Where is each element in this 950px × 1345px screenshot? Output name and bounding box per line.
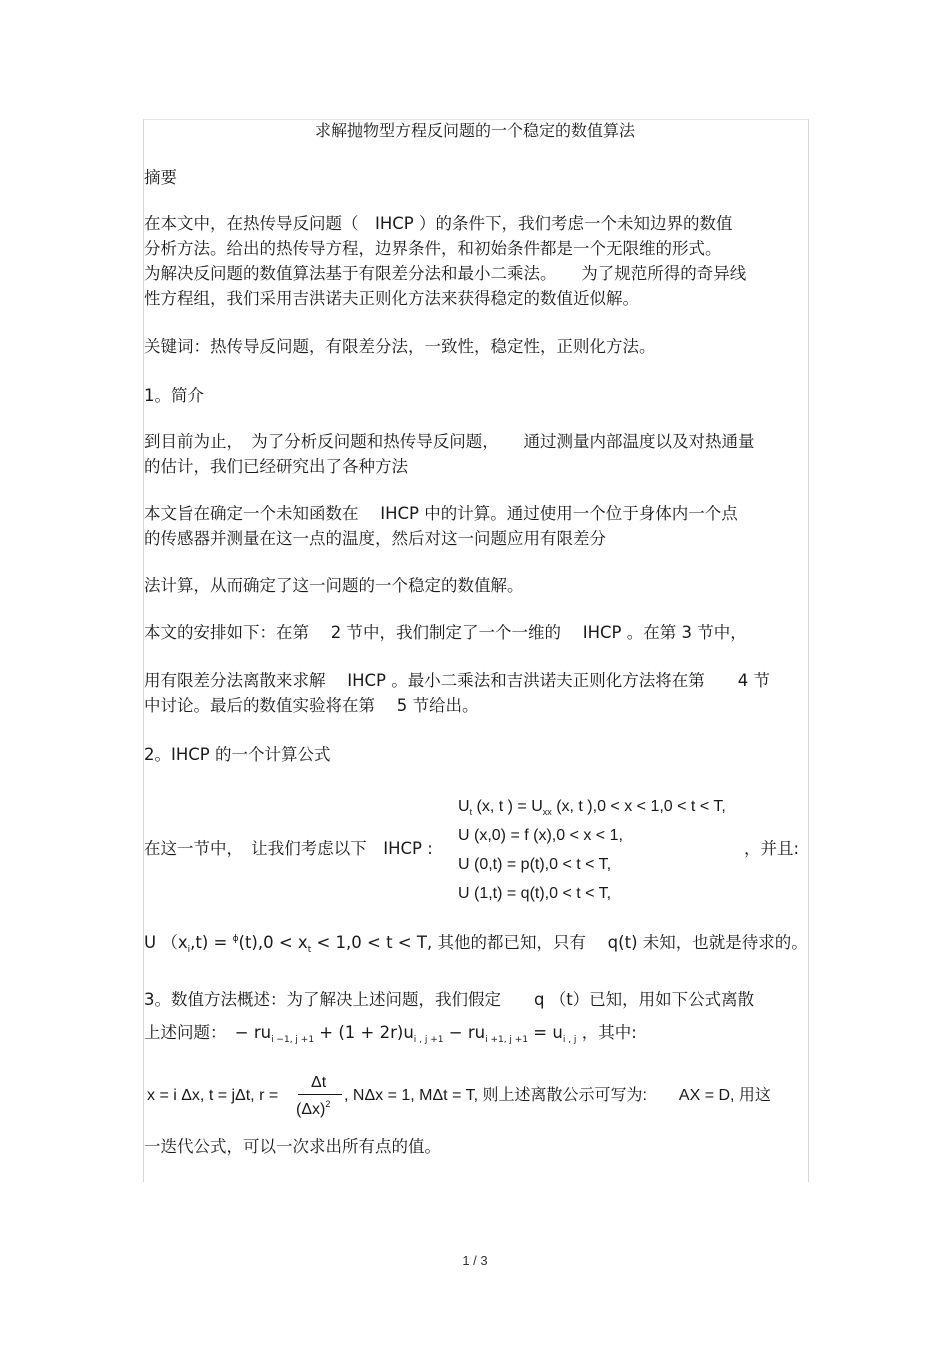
section-3-heading: 3。数值方法概述：为了解决上述问题，我们假定 q （t）已知，用如下公式离散 [144, 990, 755, 1009]
paragraph-line: 的估计，我们已经研究出了各种方法 [144, 457, 408, 476]
definitions-right: , NΔx = 1, MΔt = T, 则上述离散公示可写为: AX = D, 用这 [344, 1087, 771, 1104]
section-2-heading: 2。IHCP 的一个计算公式 [144, 745, 331, 764]
definitions-left: x = i Δx, t = jΔt, r = [147, 1087, 279, 1104]
equation-boundary-left: U (0,t) = p(t),0 < t < T, [458, 856, 612, 873]
page-number: 1 / 3 [462, 1253, 488, 1268]
paragraph-line: 一迭代公式，可以一次求出所有点的值。 [144, 1137, 441, 1156]
paragraph-line: 本文旨在确定一个未知函数在 IHCP 中的计算。通过使用一个位于身体内一个点 [144, 504, 738, 523]
paragraph-line: 本文的安排如下：在第 2 节中，我们制定了一个一维的 IHCP 。在第 3 节中， [144, 623, 747, 642]
equation-boundary-right: U (1,t) = q(t),0 < t < T, [458, 885, 612, 902]
paragraph-line: 用有限差分法离散来求解 IHCP 。最小二乘法和吉洪诺夫正则化方法将在第 4 节 [144, 671, 770, 690]
fraction-denominator: $(\Delta x)^2$ [296, 1099, 331, 1118]
keywords: 关键词：热传导反问题，有限差分法，一致性，稳定性，正则化方法。 [144, 337, 656, 356]
abstract-line: 为解决反问题的数值算法基于有限差分法和最小二乘法。 为了规范所得的奇异线 [144, 264, 747, 283]
scheme-line: 上述问题： − $ru_{i -1, j +1} + (1 + 2r)u_{i , j +1} - ru_{i +1, j +1} = u_{i , j}$ ，其中: [144, 1023, 637, 1045]
abstract-heading: 摘要 [144, 168, 177, 187]
paragraph-line: 法计算，从而确定了这一问题的一个稳定的数值解。 [144, 576, 524, 595]
paragraph-line: 到目前为止， 为了分析反问题和热传导反问题， 通过测量内部温度以及对热通量 [144, 432, 755, 451]
paragraph-line: 中讨论。最后的数值实验将在第 5 节给出。 [144, 696, 479, 715]
equation-heat: $U_t$ (x, t ) = $U_{xx}$ (x, t ),0 < x < 1,0 < t < T, [458, 798, 726, 817]
sensor-condition: U $(x_i,t) = ^\phi(t),0 < x_t < 1,0 < t < T$, 其他的都已知，只有 q(t) 未知，也就是待求的。 [144, 933, 808, 955]
section-2-intro: 在这一节中， 让我们考虑以下 IHCP : [144, 839, 433, 858]
abstract-line: 性方程组，我们采用吉洪诺夫正则化方法来获得稳定的数值近似解。 [144, 289, 639, 308]
abstract-line: 在本文中，在热传导反问题（ IHCP ）的条件下，我们考虑一个未知边界的数值 [144, 214, 733, 233]
fraction-bar [298, 1094, 342, 1095]
fraction-numerator: Δt [311, 1074, 327, 1091]
paragraph-line: 的传感器并测量在这一点的温度，然后对这一问题应用有限差分 [144, 529, 606, 548]
abstract-line: 分析方法。给出的热传导方程，边界条件，和初始条件都是一个无限维的形式。 [144, 239, 722, 258]
document-title: 求解抛物型方程反问题的一个稳定的数值算法 [314, 121, 635, 140]
equation-initial: U (x,0) = f (x),0 < x < 1, [458, 827, 623, 844]
section-2-tail: ，并且: [744, 839, 800, 858]
section-1-heading: 1。简介 [144, 386, 204, 405]
